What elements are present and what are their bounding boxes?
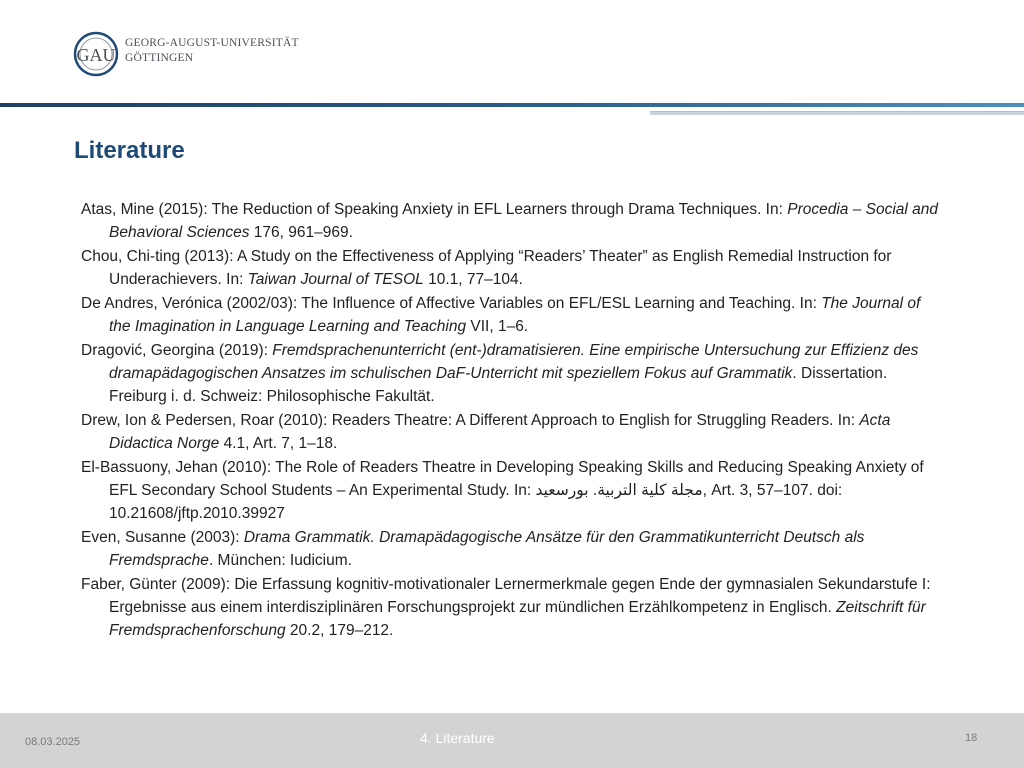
reference-item: Atas, Mine (2015): The Reduction of Speaking Anxiety in EFL Learners through Drama Techniques. In: Procedia – Social and Behavioral Sciences 176, 961–969.	[81, 201, 939, 241]
university-seal-icon	[72, 30, 120, 78]
university-name	[125, 36, 299, 66]
reference-item: Even, Susanne (2003): Drama Grammatik. Dramapädagogische Ansätze für den Grammatikunterricht Deutsch als Fremdsprache. München: Iudicium.	[81, 529, 865, 569]
logo-letters: GAU	[76, 45, 116, 65]
page-number: 18	[965, 732, 978, 744]
footer-section: 4. Literature	[420, 730, 495, 746]
university-name-line1: GEORG-AUGUST-UNIVERSITÄT	[125, 37, 299, 49]
footer-date: 08.03.2025	[25, 736, 81, 748]
university-logo	[72, 30, 312, 80]
reference-item: Chou, Chi-ting (2013): A Study on the Effectiveness of Applying “Readers’ Theater” as English Remedial Instruction for Underachievers. In: Taiwan Journal of TESOL 10.1, 77–104.	[81, 248, 892, 288]
reference-list	[81, 198, 941, 643]
slide-footer	[0, 713, 1024, 768]
reference-item: Drew, Ion & Pedersen, Roar (2010): Readers Theatre: A Different Approach to English for Struggling Readers. In: Acta Didactica Norge 4.1, Art. 7, 1–18.	[81, 412, 891, 452]
reference-item: Faber, Günter (2009): Die Erfassung kognitiv-motivationaler Lernermerkmale gegen Ende der gymnasialen Sekundarstufe I: Ergebnisse aus einem interdisziplinären Forschungsprojekt zur mündlichen Erzählkompetenz in Englisch. Zeitschrift für Fremdsprachenforschung 20.2, 179–212.	[81, 576, 931, 639]
reference-item: El-Bassuony, Jehan (2010): The Role of Readers Theatre in Developing Speaking Skills and Reducing Speaking Anxiety of EFL Secondary School Students – An Experimental Study. In: مجلة كلية التربية. بورسعيد, Art. 3, 57–107. doi: 10.21608/jftp.2010.39927	[81, 459, 924, 522]
slide-title: Literature	[74, 137, 185, 164]
header-band-accent	[650, 111, 1024, 115]
header-band	[0, 103, 1024, 107]
reference-item: De Andres, Verónica (2002/03): The Influence of Affective Variables on EFL/ESL Learning and Teaching. In: The Journal of the Imagination in Language Learning and Teaching VII, 1–6.	[81, 295, 921, 335]
university-name-line2: GÖTTINGEN	[125, 52, 194, 64]
reference-item: Dragović, Georgina (2019): Fremdsprachenunterricht (ent-)dramatisieren. Eine empirische Untersuchung zur Effizienz des dramapädagogischen Ansatzes im schulischen DaF-Unterricht mit speziellem Fokus auf Grammatik. Dissertation. Freiburg i. d. Schweiz: Philosophische Fakultät.	[81, 342, 919, 405]
